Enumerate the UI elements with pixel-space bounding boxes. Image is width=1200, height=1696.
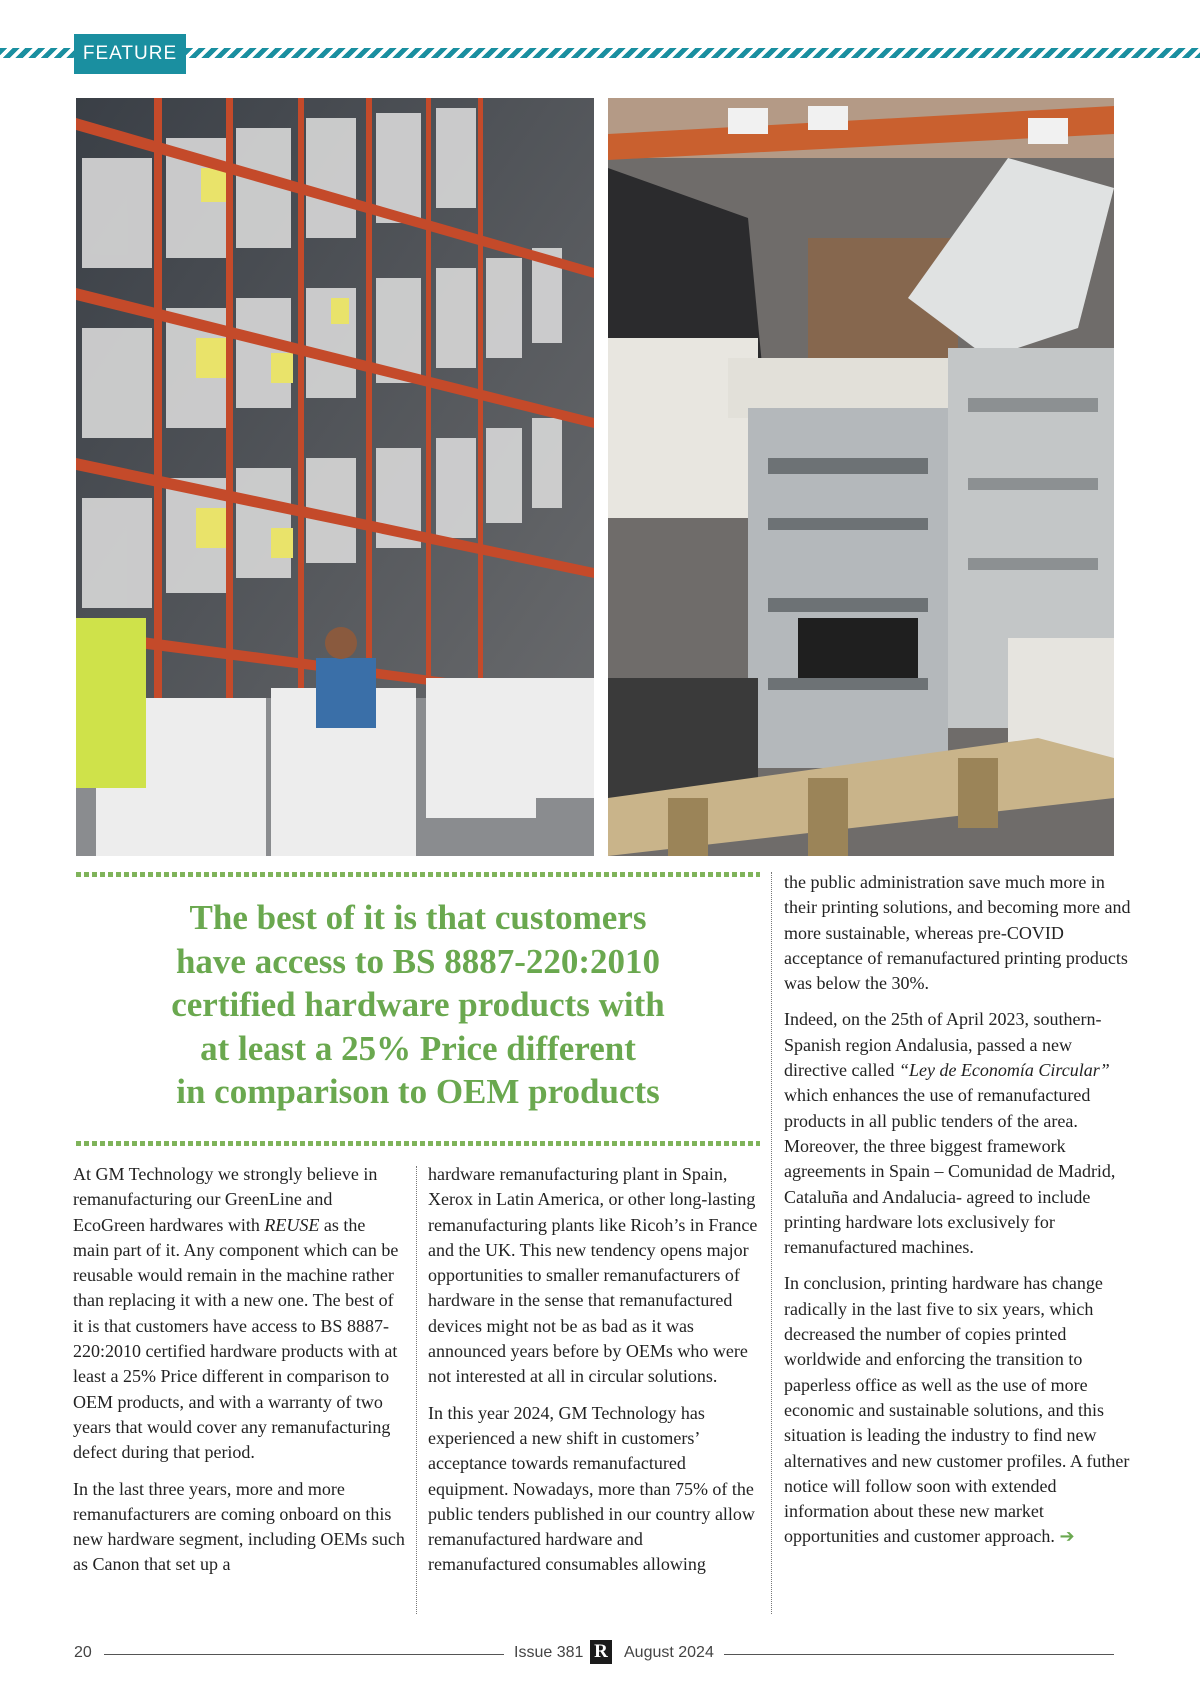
paragraph bbox=[73, 1162, 405, 1466]
text-run: Indeed, on the 25th of April 2023, southern-Spanish region Andalusia, passed a new directive called bbox=[784, 1009, 1102, 1081]
section-label: FEATURE bbox=[74, 34, 186, 74]
pull-quote-line: in comparison to OEM products bbox=[176, 1072, 660, 1111]
issue-number: Issue 381 bbox=[514, 1644, 584, 1661]
pull-quote-rule-bottom bbox=[76, 1141, 760, 1146]
text-run: as the main part of it. Any component which can be reusable would remain in the machine rather than replacing it with a new one. The best of it is that customers have access to BS 8887-220:2010 certified hardware products with at least a 25% Price different in comparison to OEM products, and with a warranty of two years that would cover any remanufacturing defect during that period. bbox=[73, 1214, 399, 1463]
page-number: 20 bbox=[74, 1644, 92, 1661]
pull-quote-line: certified hardware products with bbox=[171, 985, 665, 1024]
pull-quote-line: have access to BS 8887-220:2010 bbox=[175, 941, 661, 981]
article-column-2 bbox=[428, 1162, 760, 1589]
pull-quote-line: at least a 25% Price different bbox=[200, 1028, 636, 1068]
arrow-right-icon: ➔ bbox=[1059, 1526, 1075, 1548]
text-run: At GM Technology we strongly believe in remanufacturing our GreenLine and EcoGreen hardwares with bbox=[73, 1164, 378, 1235]
paragraph: hardware remanufacturing plant in Spain, Xerox in Latin America, or other long-lasting remanufacturing plants like Ricoh’s in France and the UK. This new tendency opens major opportunities to smaller remanufacturers of hardware in the sense that remanufactured devices might not be as bad as it was announced years before by OEMs who were not interested at all in circular solutions. bbox=[428, 1164, 758, 1387]
magazine-logo: R bbox=[590, 1640, 612, 1664]
footer-rule-left bbox=[104, 1654, 504, 1655]
disassembled-copier-photo bbox=[608, 98, 1114, 856]
column-divider bbox=[416, 1166, 417, 1614]
paragraph: In this year 2024, GM Technology has experienced a new shift in customers’ acceptance towards remanufactured equipment. Nowadays, more than 75% of the public tenders published in our country allow remanufactured hardware and remanufactured consumables allowing bbox=[428, 1402, 755, 1575]
article-column-1 bbox=[73, 1162, 405, 1589]
text-run: which enhances the use of remanufactured products in all public tenders of the area. Moreover, the three biggest framework agreements in Spain – Comunidad de Madrid, Cataluña and Andalucia- agreed to include printing hardware lots exclusively for remanufactured machines. bbox=[784, 1085, 1116, 1258]
paragraph: In the last three years, more and more remanufacturers are coming onboard on this new hardware segment, including OEMs such as Canon that set up a bbox=[73, 1478, 405, 1575]
pull-quote-rule-top bbox=[76, 872, 760, 877]
paragraph: the public administration save much more in their printing solutions, and becoming more and more sustainable, whereas pre-COVID acceptance of remanufactured printing products was below the 30%. bbox=[784, 872, 1131, 994]
header-hatch-left bbox=[0, 48, 74, 58]
column-divider bbox=[771, 872, 772, 1614]
warehouse-pallet-racks-photo bbox=[76, 98, 594, 856]
article-column-3 bbox=[784, 870, 1134, 1561]
header-hatch-right bbox=[186, 48, 1200, 58]
footer-rule-right bbox=[724, 1654, 1114, 1655]
page-footer bbox=[74, 1640, 1114, 1668]
text-run: In conclusion, printing hardware has change radically in the last five to six years, which decreased the number of copies printed worldwide and enforcing the transition to paperless office as well as the use of more economic and sustainable solutions, and this situation is leading the industry to find new alternatives and new customer profiles. A futher notice will follow soon with extended information about these new market opportunities and customer approach. bbox=[784, 1273, 1130, 1547]
paragraph bbox=[784, 1007, 1134, 1260]
pull-quote-line: The best of it is that customers bbox=[189, 898, 647, 937]
pull-quote bbox=[76, 896, 760, 1114]
emphasis-law-title: “Ley de Economía Circular” bbox=[898, 1060, 1110, 1081]
emphasis-reuse: REUSE bbox=[264, 1214, 320, 1235]
paragraph bbox=[784, 1271, 1134, 1549]
issue-date: August 2024 bbox=[624, 1644, 714, 1661]
